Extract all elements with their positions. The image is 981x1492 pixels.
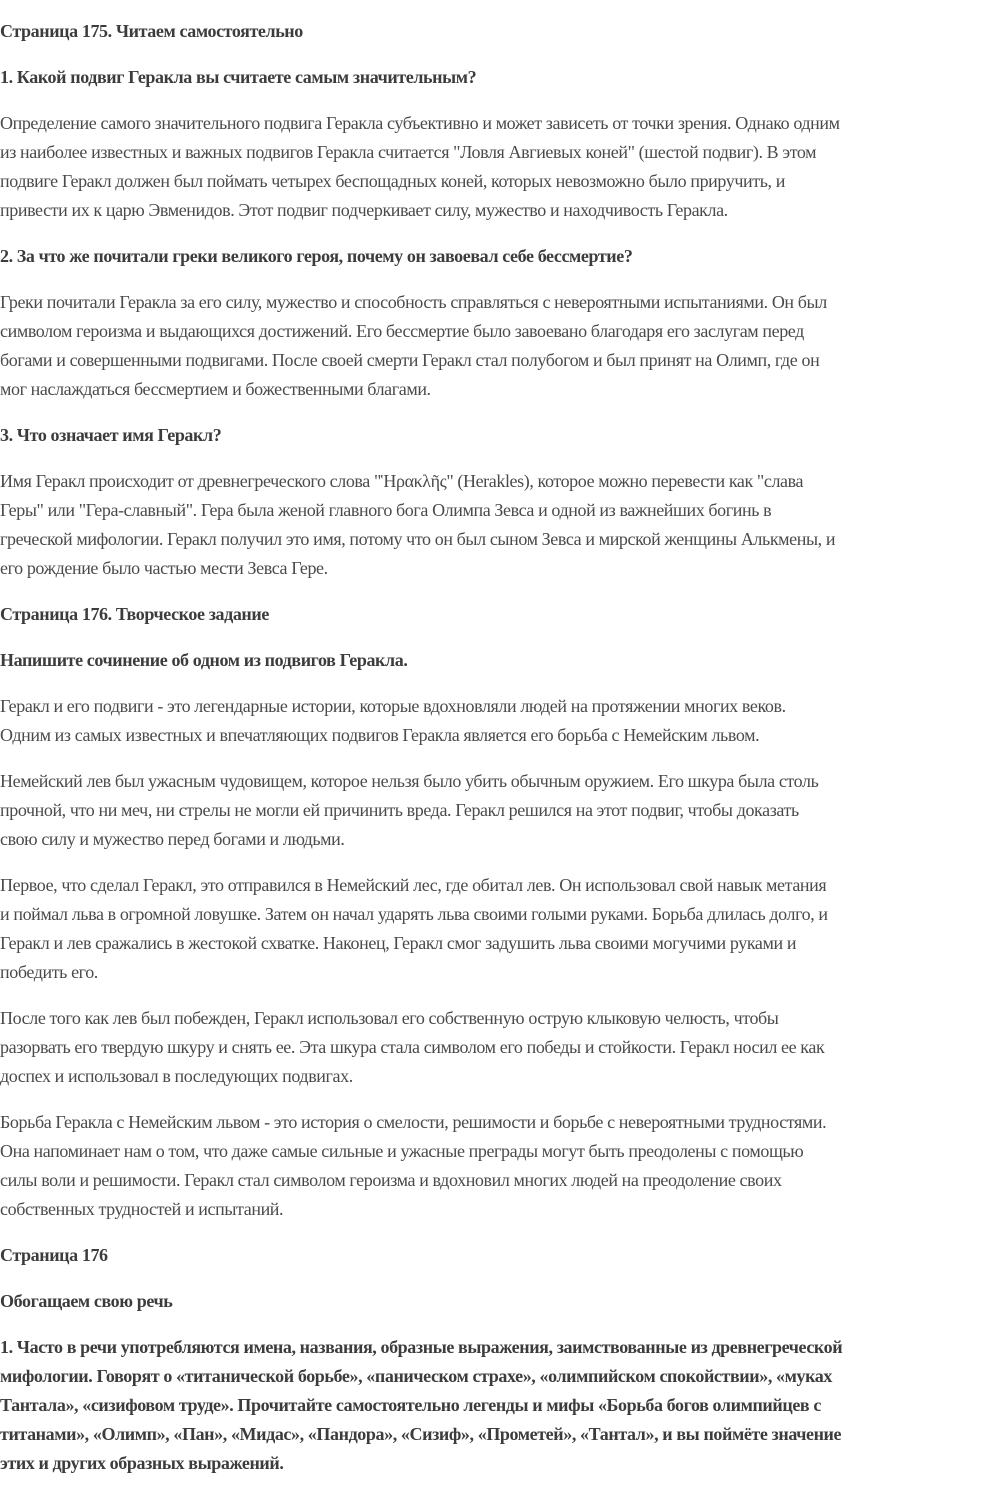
question-heading bbox=[0, 646, 981, 675]
text-line: 1. Часто в речи употребляются имена, названия, образные выражения, заимствованные из древнегреческой bbox=[0, 1337, 843, 1357]
text-line: Страница 176. Творческое задание bbox=[0, 604, 269, 624]
text-line: его рождение было частью мести Зевса Гере. bbox=[0, 558, 328, 578]
text-line: Одним из самых известных и впечатляющих подвигов Геракла является его борьба с Немейским львом. bbox=[0, 725, 760, 745]
answer-paragraph bbox=[0, 288, 981, 404]
text-line: Греки почитали Геракла за его силу, мужество и способность справляться с невероятными испытаниями. Он был bbox=[0, 292, 827, 312]
text-line: из наиболее известных и важных подвигов Геракла считается "Ловля Авгиевых коней" (шестой подвиг). В этом bbox=[0, 142, 817, 162]
text-line: Борьба Геракла с Немейским львом - это история о смелости, решимости и борьбе с невероятными трудностями. bbox=[0, 1112, 827, 1132]
answer-paragraph bbox=[0, 871, 981, 987]
text-line: Тантала», «сизифовом труде». Прочитайте самостоятельно легенды и мифы «Борьба богов олимпийцев с bbox=[0, 1395, 821, 1415]
answer-paragraph bbox=[0, 109, 981, 225]
section-heading bbox=[0, 1287, 981, 1316]
text-line: Напишите сочинение об одном из подвигов Геракла. bbox=[0, 650, 408, 670]
section-heading bbox=[0, 600, 981, 629]
text-line: доспех и использовал в последующих подвигах. bbox=[0, 1066, 353, 1086]
text-line: Она напоминает нам о том, что даже самые сильные и ужасные преграды могут быть преодолены с помощью bbox=[0, 1141, 804, 1161]
question-heading bbox=[0, 63, 981, 92]
question-heading bbox=[0, 1333, 981, 1478]
text-line: Геракл и его подвиги - это легендарные истории, которые вдохновляли людей на протяжении многих веков. bbox=[0, 696, 786, 716]
text-line: Геракл и лев сражались в жестокой схватке. Наконец, Геракл смог задушить льва своими могучими руками и bbox=[0, 933, 797, 953]
text-line: 3. Что означает имя Геракл? bbox=[0, 425, 222, 445]
text-line: символом героизма и выдающихся достижений. Его бессмертие было завоевано благодаря его заслугам перед bbox=[0, 321, 804, 341]
text-line: Немейский лев был ужасным чудовищем, которое нельзя было убить обычным оружием. Его шкура была столь bbox=[0, 771, 819, 791]
text-line: мифологии. Говорят о «титанической борьбе», «паническом страхе», «олимпийском спокойствии», «муках bbox=[0, 1366, 832, 1386]
question-heading bbox=[0, 421, 981, 450]
text-line: и поймал льва в огромной ловушке. Затем он начал ударять льва своими голыми руками. Борьба длилась долго, и bbox=[0, 904, 828, 924]
text-line: 2. За что же почитали греки великого героя, почему он завоевал себе бессмертие? bbox=[0, 246, 633, 266]
text-line: разорвать его твердую шкуру и снять ее. Эта шкура стала символом его победы и стойкости. Геракл носил ее как bbox=[0, 1037, 825, 1057]
text-line: подвиге Геракл должен был поймать четырех беспощадных коней, которых невозможно было приручить, и bbox=[0, 171, 785, 191]
answer-paragraph bbox=[0, 767, 981, 854]
text-line: Геры" или "Гера-славный". Гера была женой главного бога Олимпа Зевса и одной из важнейших богинь в bbox=[0, 500, 772, 520]
section-heading bbox=[0, 1241, 981, 1270]
text-line: собственных трудностей и испытаний. bbox=[0, 1199, 284, 1219]
text-line: Страница 175. Читаем самостоятельно bbox=[0, 21, 303, 41]
text-line: прочной, что ни меч, ни стрелы не могли ей причинить вреда. Геракл решился на этот подвиг, чтобы доказать bbox=[0, 800, 799, 820]
text-line: Определение самого значительного подвига Геракла субъективно и может зависеть от точки зрения. Однако одним bbox=[0, 113, 840, 133]
section-heading bbox=[0, 17, 981, 46]
text-line: победить его. bbox=[0, 962, 98, 982]
text-line: богами и совершенными подвигами. После своей смерти Геракл стал полубогом и был принят на Олимп, где он bbox=[0, 350, 820, 370]
text-line: Страница 176 bbox=[0, 1245, 108, 1265]
text-line: Обогащаем свою речь bbox=[0, 1291, 173, 1311]
text-line: греческой мифологии. Геракл получил это имя, потому что он был сыном Зевса и мирской женщины Алькмены, и bbox=[0, 529, 836, 549]
text-line: 1. Какой подвиг Геракла вы считаете самым значительным? bbox=[0, 67, 477, 87]
answer-paragraph bbox=[0, 1108, 981, 1224]
text-line: привести их к царю Эвменидов. Этот подвиг подчеркивает силу, мужество и находчивость Геракла. bbox=[0, 200, 728, 220]
question-heading bbox=[0, 242, 981, 271]
text-line: Первое, что сделал Геракл, это отправился в Немейский лес, где обитал лев. Он использовал свой навык метания bbox=[0, 875, 827, 895]
text-line: свою силу и мужество перед богами и людьми. bbox=[0, 829, 345, 849]
text-line: этих и других образных выражений. bbox=[0, 1453, 284, 1473]
text-line: После того как лев был побежден, Геракл использовал его собственную острую клыковую челюсть, чтобы bbox=[0, 1008, 779, 1028]
text-line: мог наслаждаться бессмертием и божественными благами. bbox=[0, 379, 431, 399]
text-line: силы воли и решимости. Геракл стал символом героизма и вдохновил многих людей на преодоление своих bbox=[0, 1170, 782, 1190]
answer-paragraph bbox=[0, 467, 981, 583]
text-line: титанами», «Олимп», «Пан», «Мидас», «Пандора», «Сизиф», «Прометей», «Тантал», и вы поймёте значение bbox=[0, 1424, 842, 1444]
answer-paragraph bbox=[0, 692, 981, 750]
answer-paragraph bbox=[0, 1004, 981, 1091]
text-line: Имя Геракл происходит от древнегреческого слова "Ἡρακλῆς" (Herakles), которое можно перевести как "слава bbox=[0, 471, 804, 491]
